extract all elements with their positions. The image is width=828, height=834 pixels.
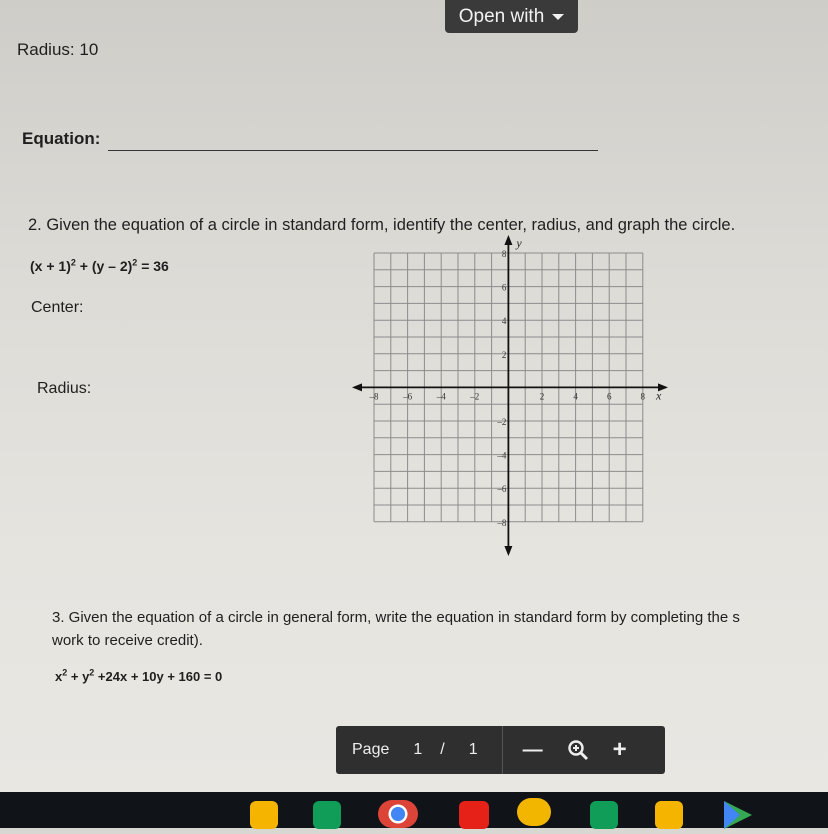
problem-3-equation: $x^2 + y^2 +24x + 10y + 160 = 0$ xyxy=(55,667,223,684)
x-tick-label: 4 xyxy=(573,391,578,402)
current-page[interactable]: 1 xyxy=(413,741,423,758)
chrome-icon[interactable] xyxy=(378,800,418,828)
total-pages: 1 xyxy=(468,741,478,758)
y-tick-label: 4 xyxy=(501,316,507,327)
zoom-search-icon[interactable] xyxy=(567,739,589,761)
coordinate-grid xyxy=(350,233,670,558)
x-tick-label: 8 xyxy=(640,391,646,402)
page-separator: / xyxy=(440,741,445,758)
page-controls xyxy=(336,726,665,774)
sheets-icon[interactable] xyxy=(313,801,341,829)
y-axis-label: y xyxy=(516,236,522,250)
y-tick-label: –4 xyxy=(497,450,507,461)
zoom-out-button[interactable]: — xyxy=(522,738,543,761)
x-tick-label: –2 xyxy=(470,391,480,402)
files-icon[interactable] xyxy=(655,801,683,829)
y-tick-label: 2 xyxy=(501,349,507,360)
previous-radius: Radius: 10 xyxy=(17,40,99,59)
page-label: Page xyxy=(352,741,390,758)
x-tick-label: 6 xyxy=(606,391,612,402)
divider xyxy=(502,726,503,774)
zoom-in-button[interactable]: + xyxy=(612,736,627,763)
equation-answer-line xyxy=(108,150,598,151)
problem-3-prompt-line2: work to receive credit). xyxy=(52,632,203,649)
open-with-label: Open with xyxy=(458,5,545,27)
power-icon[interactable] xyxy=(517,798,551,826)
y-tick-label: –8 xyxy=(497,517,507,528)
center-label: Center: xyxy=(31,299,84,316)
x-tick-label: 2 xyxy=(539,391,545,402)
y-axis-arrow-down xyxy=(504,546,512,556)
y-tick-label: 8 xyxy=(501,249,507,259)
problem-2-equation: $(x + 1)^2 + (y - 2)^2 = 36$ xyxy=(30,257,169,274)
caret-down-icon xyxy=(552,14,564,20)
x-axis-arrow-left xyxy=(352,383,362,391)
youtube-icon[interactable] xyxy=(459,801,489,829)
y-tick-label: 6 xyxy=(501,282,507,293)
open-with-button[interactable] xyxy=(445,0,578,33)
x-tick-label: –6 xyxy=(403,391,413,402)
play-store-icon[interactable] xyxy=(722,801,754,829)
problem-2-prompt: 2. Given the equation of a circle in standard form, identify the center, radius, and graph the circle. xyxy=(28,216,736,234)
y-tick-label: –6 xyxy=(497,484,507,495)
radius-label: Radius: xyxy=(37,380,92,397)
x-tick-label: –8 xyxy=(369,391,379,402)
axes xyxy=(352,235,668,556)
y-tick-label: –2 xyxy=(497,417,507,427)
y-axis-arrow-up xyxy=(504,235,512,245)
x-tick-label: –4 xyxy=(436,391,446,402)
equation-label: Equation: xyxy=(22,129,101,148)
sheets-icon-2[interactable] xyxy=(590,801,618,829)
problem-3-prompt-line1: 3. Given the equation of a circle in general form, write the equation in standard form by completing the s xyxy=(52,609,740,626)
tick-labels xyxy=(369,236,663,528)
slides-icon[interactable] xyxy=(250,801,278,829)
x-axis-label: x xyxy=(656,388,662,403)
